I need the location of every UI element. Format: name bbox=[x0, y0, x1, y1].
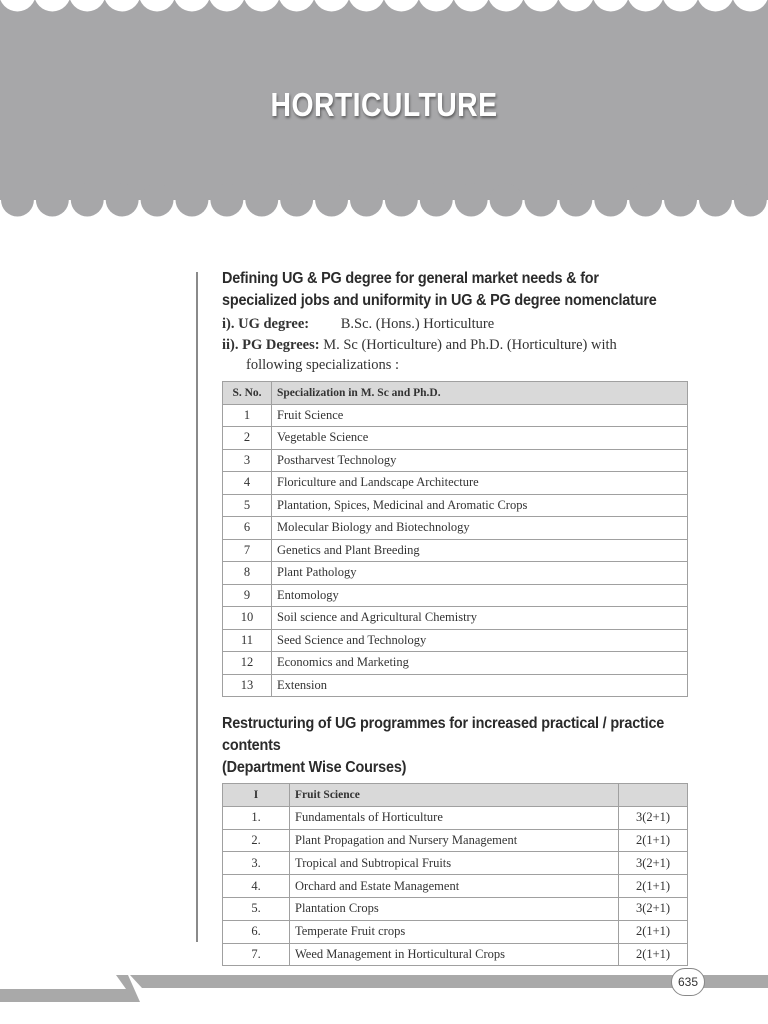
course-number: 1. bbox=[223, 806, 290, 829]
row-number: 10 bbox=[223, 607, 272, 630]
course-title: Orchard and Estate Management bbox=[290, 875, 619, 898]
specialization-name: Plant Pathology bbox=[272, 562, 688, 585]
specialization-name: Genetics and Plant Breeding bbox=[272, 539, 688, 562]
footer-bar bbox=[0, 966, 768, 1006]
table-header-row bbox=[223, 382, 688, 405]
table-row bbox=[223, 652, 688, 675]
section-heading-restructuring bbox=[222, 713, 690, 779]
course-credits: 3(2+1) bbox=[619, 806, 688, 829]
table-row bbox=[223, 829, 688, 852]
column-header-credits bbox=[619, 784, 688, 807]
column-header-department: Fruit Science bbox=[290, 784, 619, 807]
specialization-name: Fruit Science bbox=[272, 404, 688, 427]
course-title: Plantation Crops bbox=[290, 897, 619, 920]
vertical-divider bbox=[196, 272, 198, 942]
specialization-name: Entomology bbox=[272, 584, 688, 607]
header-banner bbox=[0, 0, 768, 230]
pg-degree-continuation: following specializations : bbox=[246, 357, 400, 373]
course-title: Plant Propagation and Nursery Management bbox=[290, 829, 619, 852]
course-number: 2. bbox=[223, 829, 290, 852]
course-number: 6. bbox=[223, 920, 290, 943]
course-credits: 2(1+1) bbox=[619, 943, 688, 966]
specialization-name: Extension bbox=[272, 674, 688, 697]
course-credits: 3(2+1) bbox=[619, 897, 688, 920]
course-credits: 2(1+1) bbox=[619, 875, 688, 898]
ug-degree-value: B.Sc. (Hons.) Horticulture bbox=[340, 316, 495, 332]
table-row bbox=[223, 674, 688, 697]
row-number: 2 bbox=[223, 427, 272, 450]
table-row bbox=[223, 943, 688, 966]
table-row bbox=[223, 449, 688, 472]
table-row bbox=[223, 852, 688, 875]
specialization-name: Postharvest Technology bbox=[272, 449, 688, 472]
specialization-name: Economics and Marketing bbox=[272, 652, 688, 675]
heading-line: Defining UG & PG degree for general market needs & for bbox=[222, 270, 599, 287]
column-header-specialization: Specialization in M. Sc and Ph.D. bbox=[272, 382, 688, 405]
table-row bbox=[223, 404, 688, 427]
course-title: Temperate Fruit crops bbox=[290, 920, 619, 943]
section-heading-degrees bbox=[222, 268, 690, 312]
course-number: 4. bbox=[223, 875, 290, 898]
column-header-section-number: I bbox=[223, 784, 290, 807]
table-header-row bbox=[223, 784, 688, 807]
pg-degree-label: ii). PG Degrees: bbox=[222, 337, 320, 353]
table-row bbox=[223, 472, 688, 495]
column-header-sno: S. No. bbox=[223, 382, 272, 405]
course-title: Fundamentals of Horticulture bbox=[290, 806, 619, 829]
ug-degree-label: i). UG degree: bbox=[222, 316, 310, 332]
specialization-name: Molecular Biology and Biotechnology bbox=[272, 517, 688, 540]
specialization-name: Plantation, Spices, Medicinal and Aromatic Crops bbox=[272, 494, 688, 517]
row-number: 1 bbox=[223, 404, 272, 427]
course-number: 5. bbox=[223, 897, 290, 920]
row-number: 3 bbox=[223, 449, 272, 472]
pg-degree-value: M. Sc (Horticulture) and Ph.D. (Horticulture) with bbox=[323, 337, 617, 353]
course-title: Weed Management in Horticultural Crops bbox=[290, 943, 619, 966]
specialization-name: Seed Science and Technology bbox=[272, 629, 688, 652]
table-row bbox=[223, 427, 688, 450]
row-number: 9 bbox=[223, 584, 272, 607]
table-row bbox=[223, 875, 688, 898]
table-row bbox=[223, 562, 688, 585]
course-table-body bbox=[223, 806, 688, 966]
row-number: 5 bbox=[223, 494, 272, 517]
table-row bbox=[223, 517, 688, 540]
heading-line: (Department Wise Courses) bbox=[222, 759, 407, 776]
row-number: 11 bbox=[223, 629, 272, 652]
specialization-name: Soil science and Agricultural Chemistry bbox=[272, 607, 688, 630]
page-number: 635 bbox=[671, 968, 705, 996]
table-row bbox=[223, 897, 688, 920]
table-row bbox=[223, 607, 688, 630]
specialization-table bbox=[222, 381, 688, 697]
footer-left-block bbox=[0, 975, 140, 1002]
course-number: 3. bbox=[223, 852, 290, 875]
table-row bbox=[223, 494, 688, 517]
course-table bbox=[222, 783, 688, 966]
table-row bbox=[223, 539, 688, 562]
course-credits: 2(1+1) bbox=[619, 920, 688, 943]
table-row bbox=[223, 920, 688, 943]
specialization-table-body bbox=[223, 404, 688, 697]
heading-line: specialized jobs and uniformity in UG & PG degree nomenclature bbox=[222, 292, 657, 309]
main-content bbox=[222, 268, 688, 966]
course-title: Tropical and Subtropical Fruits bbox=[290, 852, 619, 875]
course-number: 7. bbox=[223, 943, 290, 966]
footer-stripe bbox=[0, 966, 768, 1006]
table-row bbox=[223, 806, 688, 829]
row-number: 12 bbox=[223, 652, 272, 675]
row-number: 7 bbox=[223, 539, 272, 562]
specialization-name: Vegetable Science bbox=[272, 427, 688, 450]
row-number: 6 bbox=[223, 517, 272, 540]
heading-line: Restructuring of UG programmes for increased practical / practice contents bbox=[222, 715, 665, 754]
row-number: 13 bbox=[223, 674, 272, 697]
ug-degree-line bbox=[222, 314, 688, 334]
row-number: 4 bbox=[223, 472, 272, 495]
pg-degree-line bbox=[222, 335, 688, 355]
table-row bbox=[223, 584, 688, 607]
row-number: 8 bbox=[223, 562, 272, 585]
page-title: HORTICULTURE bbox=[270, 86, 498, 123]
specialization-name: Floriculture and Landscape Architecture bbox=[272, 472, 688, 495]
course-credits: 2(1+1) bbox=[619, 829, 688, 852]
table-row bbox=[223, 629, 688, 652]
course-credits: 3(2+1) bbox=[619, 852, 688, 875]
